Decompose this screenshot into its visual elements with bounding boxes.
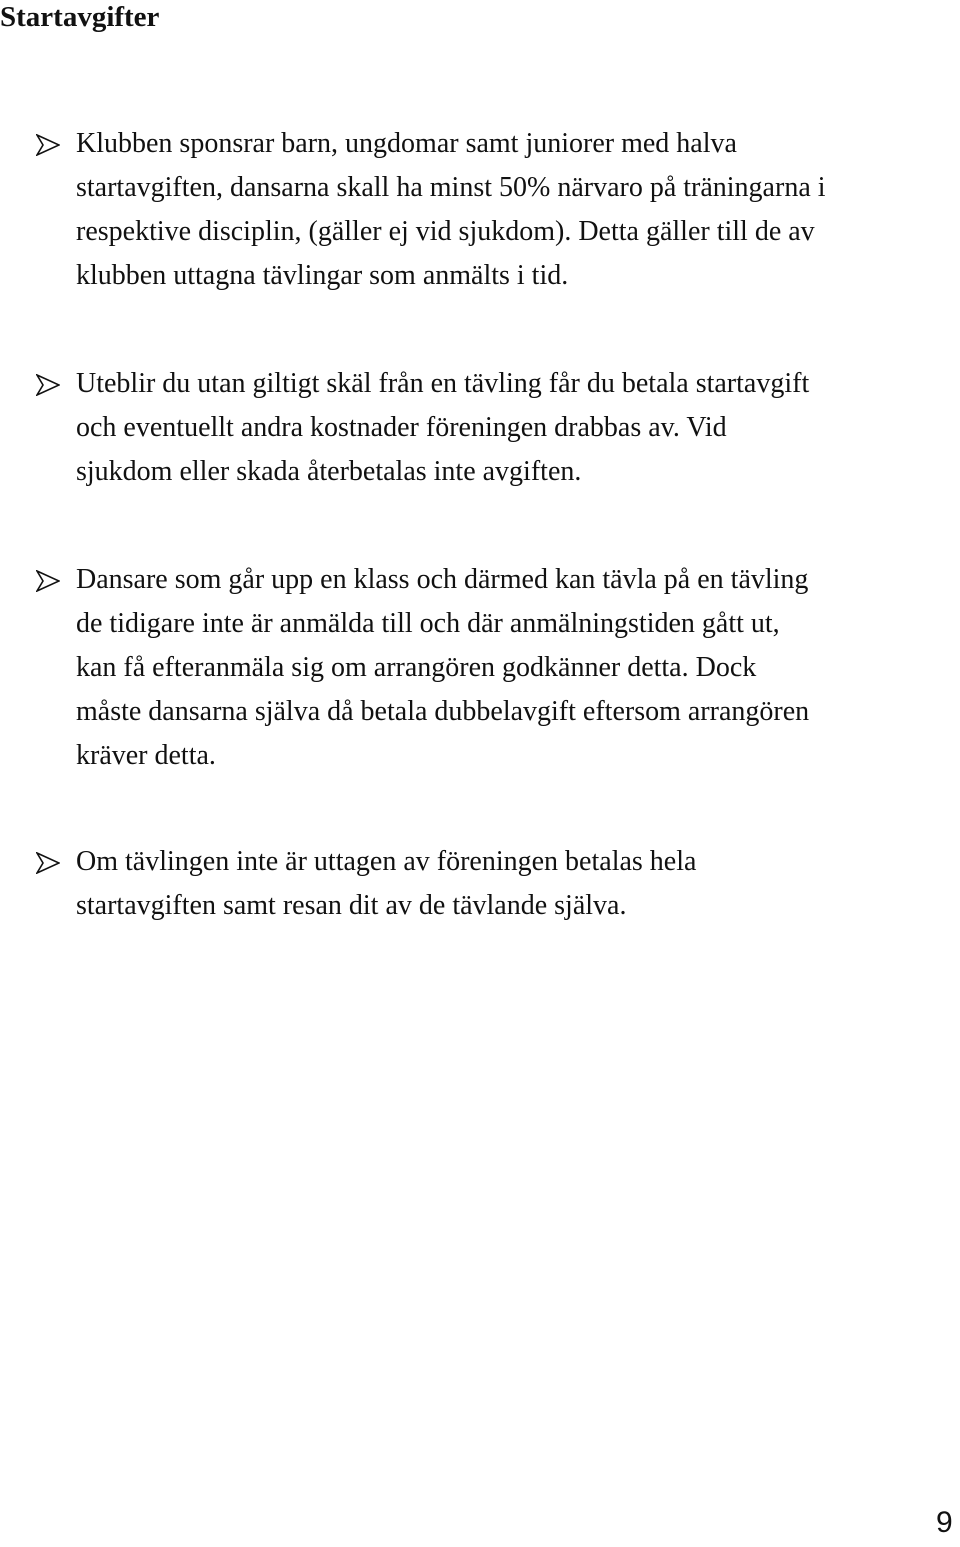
list-item-text: Uteblir du utan giltigt skäl från en tävling får du betala startavgift och eventuellt andra kostnader föreningen drabbas av. Vid sjukdom eller skada återbetalas inte avgiften.: [76, 368, 810, 487]
list-item-text: Klubben sponsrar barn, ungdomar samt juniorer med halva startavgiften, dansarna skall ha minst 50% närvaro på träningarna i respektive disciplin, (gäller ej vid sjukdom). Detta gäller till de av klubben uttagna tävlingar som anmälts i tid.: [76, 128, 826, 291]
list-item-text: Om tävlingen inte är uttagen av föreningen betalas hela startavgiften samt resan dit av de tävlande själva.: [76, 846, 697, 921]
list-item: [36, 840, 950, 928]
arrowhead-bullet-icon: [36, 374, 60, 396]
list-item: [36, 558, 950, 778]
list-item-text: Dansare som går upp en klass och därmed kan tävla på en tävling de tidigare inte är anmälda till och där anmälningstiden gått ut, kan få efteranmäla sig om arrangören godkänner detta. Dock måste dansarna själva då betala dubbelavgift eftersom arrangören kräver detta.: [76, 564, 810, 771]
page-number: 9: [936, 1506, 953, 1539]
page-title: Startavgifter: [0, 1, 160, 33]
list-item: [36, 362, 950, 494]
arrowhead-bullet-icon: [36, 134, 60, 156]
list-item: [36, 122, 950, 298]
arrowhead-bullet-icon: [36, 852, 60, 874]
arrowhead-bullet-icon: [36, 570, 60, 592]
